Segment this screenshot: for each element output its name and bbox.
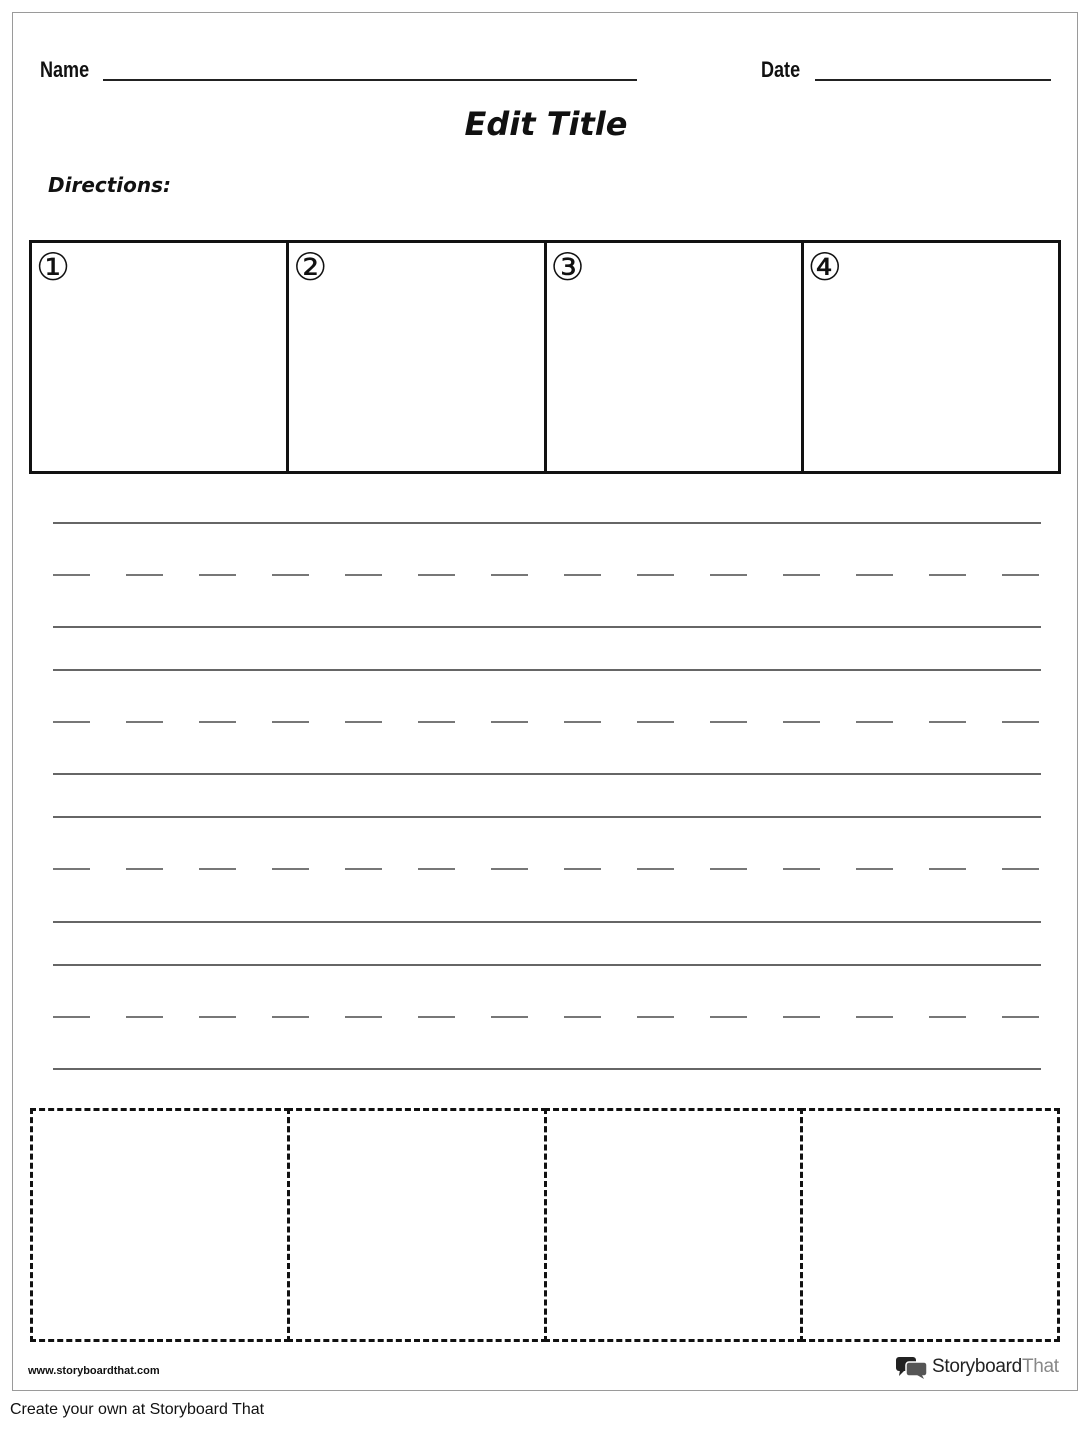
storyboardthat-logo (895, 1354, 1059, 1380)
cutout-box-3[interactable] (544, 1108, 804, 1342)
brand-secondary-text: That (1021, 1356, 1059, 1377)
baseline (53, 626, 1041, 628)
worksheet-title[interactable]: Edit Title (464, 105, 628, 143)
date-line[interactable] (815, 79, 1051, 81)
storyboard-panel-1[interactable] (32, 243, 289, 471)
baseline (53, 773, 1041, 775)
top-line (53, 669, 1041, 671)
top-line (53, 816, 1041, 818)
cutout-box-2[interactable] (287, 1108, 547, 1342)
midline-dashed (53, 1016, 1041, 1018)
storyboard-panel-2[interactable] (289, 243, 546, 471)
directions-label: Directions: (48, 173, 172, 197)
top-line (53, 522, 1041, 524)
name-line[interactable] (103, 79, 637, 81)
midline-dashed (53, 868, 1041, 870)
footer-credit: Create your own at Storyboard That (10, 1401, 265, 1418)
cutout-box-1[interactable] (30, 1108, 290, 1342)
name-label: Name (40, 57, 90, 82)
storyboard-panels (29, 240, 1061, 474)
cutout-box-4[interactable] (800, 1108, 1060, 1342)
midline-dashed (53, 721, 1041, 723)
panel-number-2: ② (293, 245, 328, 289)
date-label: Date (761, 57, 801, 82)
baseline (53, 1068, 1041, 1070)
speech-bubbles-icon (895, 1354, 929, 1380)
panel-number-1: ① (36, 245, 71, 289)
brand-primary-text: Storyboard (932, 1356, 1022, 1377)
panel-number-4: ④ (807, 245, 842, 289)
panel-number-3: ③ (550, 245, 585, 289)
cutout-boxes (30, 1108, 1060, 1342)
midline-dashed (53, 574, 1041, 576)
baseline (53, 921, 1041, 923)
storyboard-panel-3[interactable] (547, 243, 804, 471)
website-url: www.storyboardthat.com (28, 1365, 160, 1377)
storyboard-panel-4[interactable] (804, 243, 1058, 471)
worksheet-page (12, 12, 1078, 1391)
top-line (53, 964, 1041, 966)
